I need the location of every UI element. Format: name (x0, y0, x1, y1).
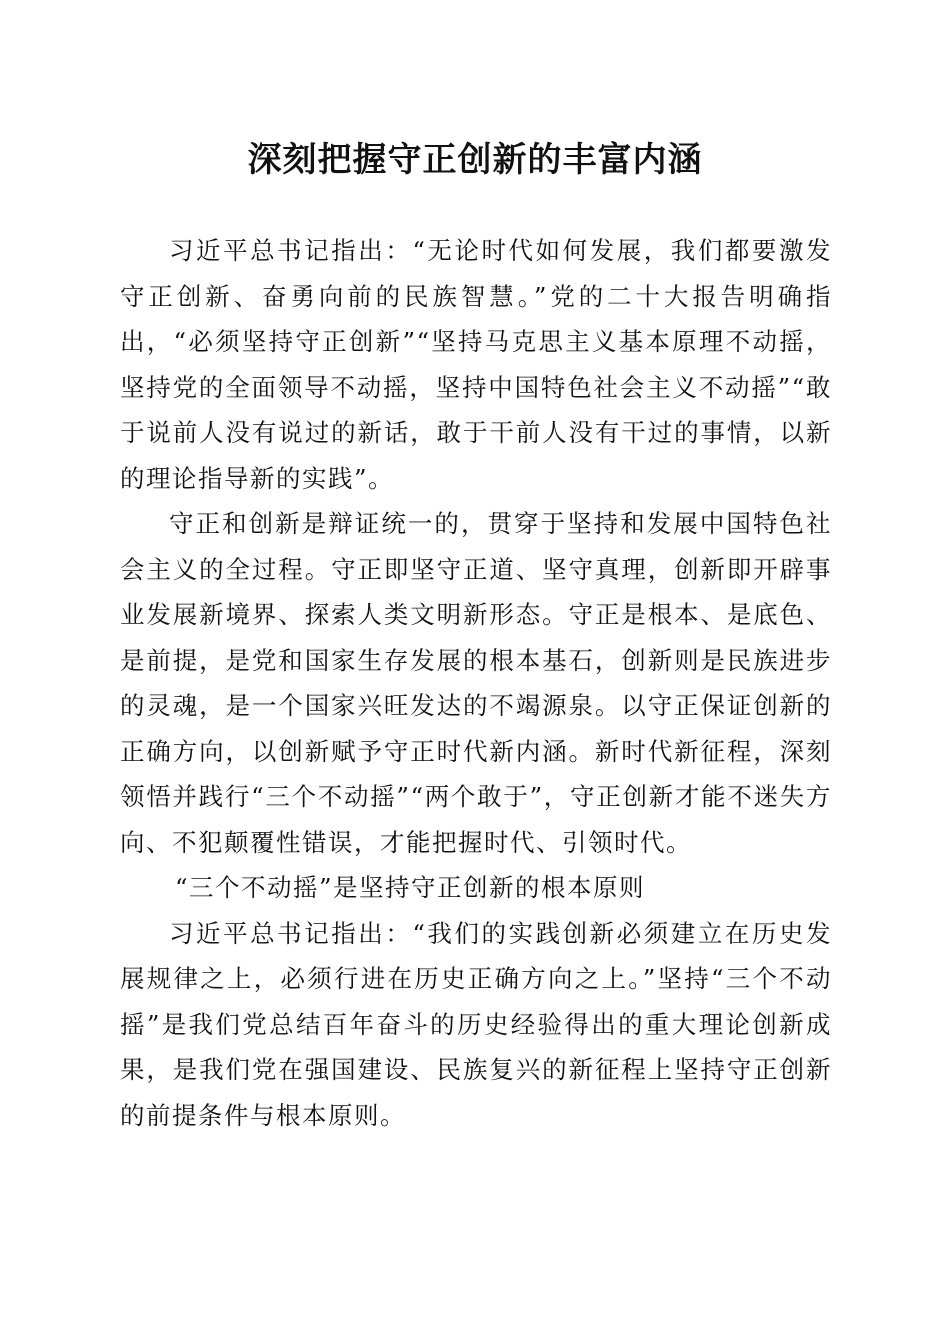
document-title: 深刻把握守正创新的丰富内涵 (247, 140, 703, 180)
section-heading: “三个不动摇”是坚持守正创新的根本原则 (175, 873, 646, 902)
paragraph: 习近平总书记指出：“无论时代如何发展，我们都要激发守正创新、奋勇向前的民族智慧。”党的二十大报告明确指出，“必须坚持守正创新”“坚持马克思主义基本原理不动摇，坚持党的全面领导不动摇，坚持中国特色社会主义不动摇”“敢于说前人没有说过的新话，敢于干前人没有干过的事情，以新的理论指导新的实践”。 (120, 236, 832, 493)
paragraph: 守正和创新是辩证统一的，贯穿于坚持和发展中国特色社会主义的全过程。守正即坚守正道、坚守真理，创新即开辟事业发展新境界、探索人类文明新形态。守正是根本、是底色、是前提，是党和国家生存发展的根本基石，创新则是民族进步的灵魂，是一个国家兴旺发达的不竭源泉。以守正保证创新的正确方向，以创新赋予守正时代新内涵。新时代新征程，深刻领悟并践行“三个不动摇”“两个敢于”，守正创新才能不迷失方向、不犯颠覆性错误，才能把握时代、引领时代。 (120, 509, 832, 857)
paragraph: 习近平总书记指出：“我们的实践创新必须建立在历史发展规律之上，必须行进在历史正确方向之上。”坚持“三个不动摇”是我们党总结百年奋斗的历史经验得出的重大理论创新成果，是我们党在强国建设、民族复兴的新征程上坚持守正创新的前提条件与根本原则。 (120, 918, 832, 1130)
document-body (120, 228, 832, 1138)
